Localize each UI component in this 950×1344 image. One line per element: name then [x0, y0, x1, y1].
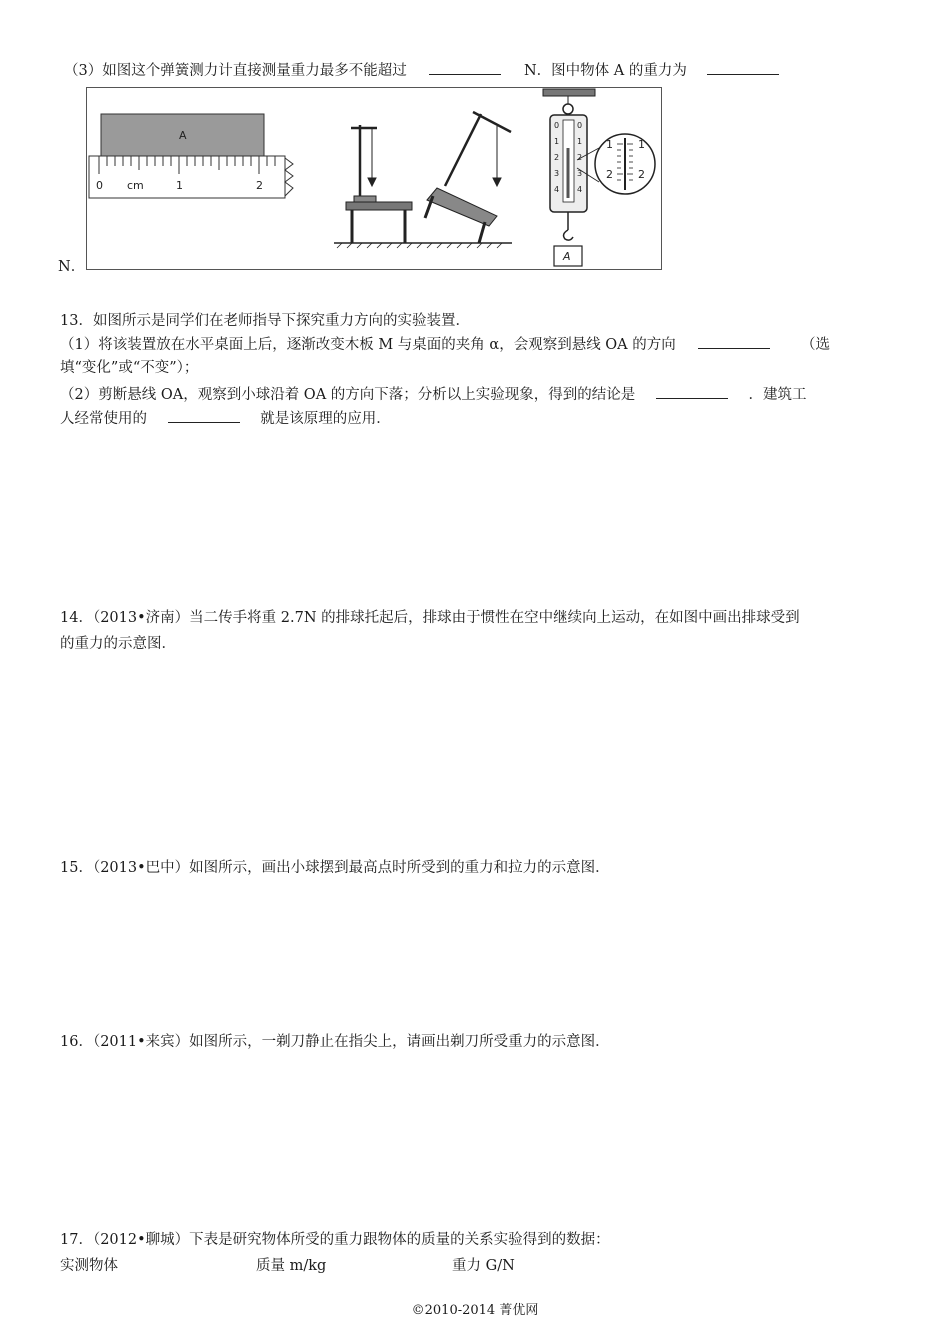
answer-blank[interactable]	[656, 384, 728, 399]
q12-part3-mid: N．图中物体 A 的重力为	[523, 63, 687, 79]
scale-right-3: 3	[577, 169, 583, 178]
q13-part2-cont	[60, 408, 391, 430]
ruler-label-2: 2	[256, 179, 263, 192]
q12-figure	[86, 87, 662, 270]
scale-left-4: 4	[554, 185, 560, 194]
tilted-stand-figure	[425, 112, 511, 243]
q15-line1: 15．（2013•巴中）如图所示，画出小球摆到最高点时所受到的重力和拉力的示意图．	[60, 860, 610, 876]
ruler-label-1: 1	[176, 179, 183, 192]
scale-right-1: 1	[577, 137, 583, 146]
tilted-arm	[473, 112, 511, 132]
answer-blank[interactable]	[168, 408, 240, 423]
col-header-gravity: 重力 G/N	[452, 1258, 515, 1274]
q13-part2-text2: 人经常使用的	[60, 411, 147, 427]
scale-left-2: 2	[554, 153, 560, 162]
q12-part3-prefix: （3）如图这个弹簧测力计直接测量重力最多不能超过	[64, 63, 407, 79]
plumb-bob	[368, 178, 376, 186]
q16-line1: 16．（2011•来宾）如图所示，一剃刀静止在指尖上，请画出剃刀所受重力的示意图．	[60, 1034, 610, 1050]
top-ring	[563, 104, 573, 114]
answer-blank[interactable]	[698, 334, 770, 349]
block-a-label: A	[179, 129, 187, 142]
scale-right-0: 0	[577, 121, 583, 130]
q14-line1: 14．（2013•济南）当二传手将重 2.7N 的排球托起后，排球由于惯性在空中继续向上运动，在如图中画出排球受到	[60, 610, 800, 626]
col-header-object: 实测物体	[60, 1258, 118, 1274]
q13-part2-line	[60, 384, 807, 406]
q17-table-header	[60, 1255, 515, 1277]
zoom-label-left-1: 1	[606, 138, 613, 151]
answer-blank[interactable]	[429, 60, 501, 75]
scale-left-0: 0	[554, 121, 560, 130]
q12-part3-end: N．	[58, 259, 86, 275]
scale-left-3: 3	[554, 169, 560, 178]
weight-a-label: A	[563, 250, 571, 263]
q13-part1-line	[60, 334, 830, 356]
plumb-bob	[493, 178, 501, 186]
table-top	[346, 202, 412, 210]
answer-blank[interactable]	[707, 60, 779, 75]
ruler-label-0: 0	[96, 179, 103, 192]
q13-title: 13．如图所示是同学们在老师指导下探究重力方向的实验装置．	[60, 313, 470, 329]
q12-part3-line	[64, 60, 783, 82]
q13-part2-text: （2）剪断悬线 OA，观察到小球沿着 OA 的方向下落；分析以上实验现象，得到的结论是	[60, 387, 636, 403]
q13-part1-text: （1）将该装置放在水平桌面上后，逐渐改变木板 M 与桌面的夹角 α，会观察到悬线 OA 的方向	[60, 337, 676, 353]
q13-part1-cont: 填“变化”或“不变”）；	[60, 360, 199, 376]
scale-left-1: 1	[554, 137, 560, 146]
zoom-label-right-1: 1	[638, 138, 645, 151]
q13-part2-text3: 就是该原理的应用．	[260, 411, 391, 427]
tilted-board	[427, 188, 497, 226]
ruler-label-cm: cm	[127, 179, 144, 192]
zoom-label-right-2: 2	[638, 168, 645, 181]
ceiling-mount	[543, 89, 595, 96]
ruler-figure	[89, 114, 293, 198]
col-header-mass: 质量 m/kg	[256, 1258, 327, 1274]
stand-base	[354, 196, 376, 202]
zoom-label-left-2: 2	[606, 168, 613, 181]
q13-part1-suffix: （选	[800, 337, 830, 353]
tilted-leg	[479, 222, 485, 243]
tilted-pole	[445, 114, 481, 186]
spring-scale-figure	[543, 89, 655, 266]
q13-part2-suffix: ．建筑工	[748, 387, 807, 403]
q14-line2: 的重力的示意图．	[60, 636, 176, 652]
q17-line1: 17．（2012•聊城）下表是研究物体所受的重力跟物体的质量的关系实验得到的数据：	[60, 1232, 610, 1248]
hook	[564, 230, 573, 240]
ruler-break	[285, 158, 293, 196]
page-footer: ©2010-2014 菁优网	[411, 1303, 539, 1318]
scale-right-2: 2	[577, 153, 583, 162]
scale-right-4: 4	[577, 185, 583, 194]
level-stand-figure	[334, 125, 512, 248]
figure-drawings	[87, 88, 661, 269]
